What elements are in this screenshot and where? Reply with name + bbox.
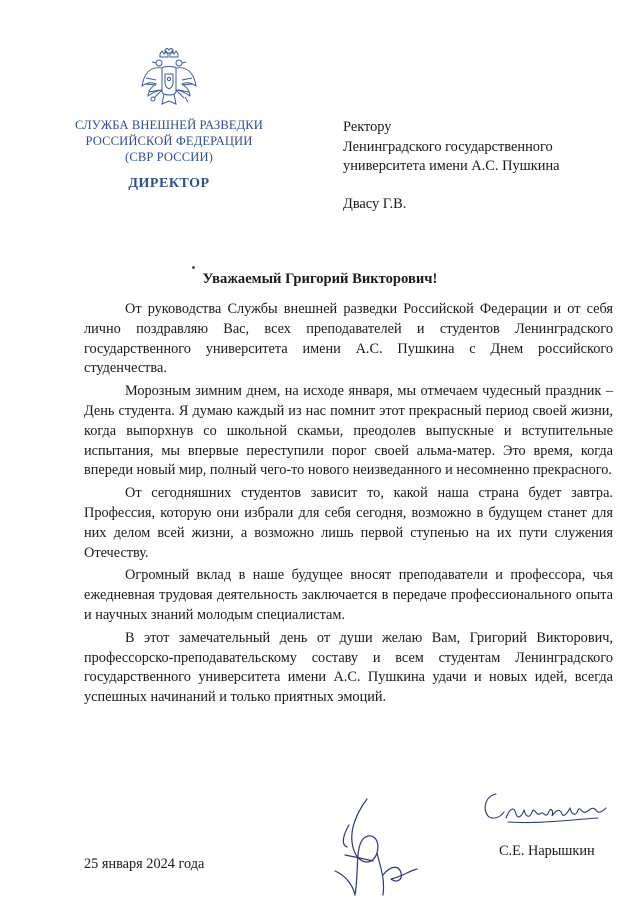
recipient-name: Двасу Г.В. — [343, 196, 407, 212]
body-paragraph: В этот замечательный день от души желаю Вам, Григорий Викторович, профессорско-преподавательскому составу и всем студентам Ленинградского государственного университета имени А.С. Пушкина удачи и новых идей, всегда успешных начинаний и только приятных эмоций. — [84, 629, 613, 706]
recipient-block — [343, 118, 623, 177]
stray-mark — [192, 266, 195, 269]
signer-name: С.Е. Нарышкин — [499, 843, 595, 859]
recipient-line: Ленинградского государственного — [343, 138, 553, 155]
org-line: (СВР РОССИИ) — [125, 150, 213, 164]
body-paragraph: От руководства Службы внешней разведки Российской Федерации и от себя лично поздравляю Вас, всех преподавателей и студентов Ленинградского государственного университета имени А.С. Пушкина с Днем российского студенчества. — [84, 301, 613, 377]
signature-icon — [325, 795, 425, 899]
recipient-line: Ректору — [343, 119, 392, 135]
organization-name — [58, 117, 280, 165]
body-paragraph: Огромный вклад в наше будущее вносят преподаватели и профессора, чья ежедневная трудовая деятельность заключается в передаче профессионального опыта и научных знаний молодым специалистам. — [84, 567, 613, 623]
letter-date: 25 января 2024 года — [84, 856, 205, 872]
letter-body — [84, 300, 613, 711]
org-line: РОССИЙСКОЙ ФЕДЕРАЦИИ — [85, 134, 253, 148]
position-title: ДИРЕКТОР — [128, 176, 210, 191]
body-paragraph: Морозным зимним днем, на исходе января, мы отмечаем чудесный праздник – День студента. Я думаю каждый из нас помнит этот прекрасный период своей жизни, когда выпорхнув со школьной скамьи, преодолев выпускные и вступительные испытания, мы впервые переступили порог своей альма-матер. Это время, когда впереди новый мир, полный чего-то нового неизведанного и несомненно прекрасного. — [84, 383, 613, 479]
body-paragraph: От сегодняшних студентов зависит то, какой наша страна будет завтра. Профессия, которую они избрали для себя сегодня, возможно в будущем станет для них делом всей жизни, а возможно лишь первой ступенью на их пути служения Отечеству. — [84, 485, 613, 561]
handwritten-greeting-icon — [478, 788, 613, 833]
double-headed-eagle-emblem-icon — [140, 48, 198, 112]
org-line: СЛУЖБА ВНЕШНЕЙ РАЗВЕДКИ — [74, 118, 264, 132]
salutation: Уважаемый Григорий Викторович! — [202, 271, 438, 287]
recipient-line: университета имени А.С. Пушкина — [343, 158, 560, 174]
